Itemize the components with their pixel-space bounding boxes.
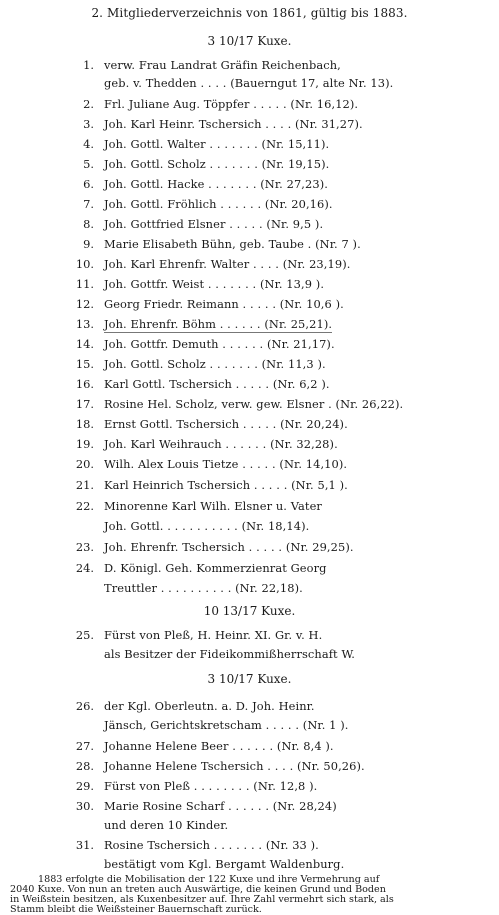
entry-number: 17. [75,397,94,411]
entry-line: Joh. Ehrenfr. Tschersich . . . . . (Nr. 29,25). [104,540,354,554]
list-item-continuation [0,519,499,539]
entry-line: Minorenne Karl Wilh. Elsner u. Vater [104,499,322,513]
list-item [0,779,499,799]
entry-number: 30. [75,799,94,813]
entry-number: 6. [83,177,94,191]
entry-number: 10. [75,257,94,271]
entry-line: Marie Elisabeth Bühn, geb. Taube . (Nr. 7 ). [104,237,361,251]
list-item [0,217,499,237]
entry-line: der Kgl. Oberleutn. a. D. Joh. Heinr. [104,699,315,713]
list-item-continuation [0,581,499,601]
entry-number: 31. [75,838,94,852]
list-item [0,759,499,779]
entry-number: 25. [75,628,94,642]
entry-line: Joh. Gottl. Hacke . . . . . . . (Nr. 27,23). [104,177,328,191]
entry-number: 22. [75,499,94,513]
list-item [0,457,499,477]
list-item [0,297,499,317]
list-item [0,561,499,581]
entry-line: Joh. Gottfr. Demuth . . . . . . (Nr. 21,17). [104,337,335,351]
entry-line: Rosine Tschersich . . . . . . . (Nr. 33 ). [104,838,319,852]
entry-line: Joh. Ehrenfr. Böhm . . . . . . (Nr. 25,21). [104,317,333,331]
entry-line: Fürst von Pleß . . . . . . . . (Nr. 12,8 ). [104,779,318,793]
entry-line: Joh. Gottfr. Weist . . . . . . . (Nr. 13,9 ). [104,277,325,291]
entry-line: Joh. Karl Weihrauch . . . . . . (Nr. 32,28). [104,437,338,451]
list-item [0,628,499,648]
entry-line: Treuttler . . . . . . . . . . (Nr. 22,18). [104,581,303,595]
entry-number: 2. [83,97,94,111]
closing-paragraph [10,875,488,915]
entry-line: Joh. Gottfried Elsner . . . . . (Nr. 9,5 ). [104,217,324,231]
entry-line: Ernst Gottl. Tschersich . . . . . (Nr. 20,24). [104,417,348,431]
list-item [0,117,499,137]
list-item [0,257,499,277]
list-item [0,317,499,337]
group-heading: 3 10/17 Kuxe. [207,34,292,48]
entry-line: Jänsch, Gerichtskretscham . . . . . (Nr. 1 ). [104,718,349,732]
entry-line: Marie Rosine Scharf . . . . . . (Nr. 28,24) [104,799,337,813]
list-item [0,397,499,417]
entry-number: 7. [83,197,94,211]
entry-line: Joh. Karl Ehrenfr. Walter . . . . (Nr. 23,19). [104,257,351,271]
entry-line: als Besitzer der Fideikommißherrschaft W. [104,647,355,661]
list-item [0,277,499,297]
list-item [0,177,499,197]
entry-line: Johanne Helene Tschersich . . . . (Nr. 50,26). [104,759,365,773]
group-heading: 3 10/17 Kuxe. [207,672,292,686]
list-item [0,739,499,759]
list-item [0,97,499,117]
entry-number: 26. [75,699,94,713]
entry-number: 18. [75,417,94,431]
entry-number: 8. [83,217,94,231]
paragraph-line: Stamm bleibt die Weißsteiner Bauernschaft zurück. [10,904,262,915]
entry-line: Joh. Gottl. Fröhlich . . . . . . (Nr. 20,16). [104,197,333,211]
entry-number: 23. [75,540,94,554]
list-item [0,838,499,858]
list-item [0,58,499,78]
entry-number: 5. [83,157,94,171]
list-item [0,417,499,437]
entry-number: 19. [75,437,94,451]
entry-number: 1. [83,58,94,72]
entry-line: D. Königl. Geh. Kommerzienrat Georg [104,561,327,575]
paragraph-line: 2040 Kuxe. Von nun an treten auch Auswärtige, die keinen Grund und Boden [10,884,386,895]
entry-line: Fürst von Pleß, H. Heinr. XI. Gr. v. H. [104,628,323,642]
entry-number: 21. [75,478,94,492]
list-item [0,377,499,397]
entry-line: Frl. Juliane Aug. Töppfer . . . . . (Nr. 16,12). [104,97,359,111]
entry-line: bestätigt vom Kgl. Bergamt Waldenburg. [104,857,345,871]
entry-line: geb. v. Thedden . . . . (Bauerngut 17, alte Nr. 13). [104,76,394,90]
list-item [0,197,499,217]
entry-line: Joh. Gottl. . . . . . . . . . . (Nr. 18,14). [104,519,310,533]
entry-line: Karl Heinrich Tschersich . . . . . (Nr. 5,1 ). [104,478,348,492]
page-title: 2. Mitgliederverzeichnis von 1861, gültig bis 1883. [91,6,408,20]
paragraph-line: 1883 erfolgte die Mobilisation der 122 Kuxe und ihre Vermehrung auf [38,874,380,885]
list-item [0,499,499,519]
list-item [0,799,499,819]
entry-number: 24. [75,561,94,575]
list-item [0,540,499,560]
entry-line: Joh. Gottl. Scholz . . . . . . . (Nr. 11,3 ). [104,357,326,371]
entry-number: 16. [75,377,94,391]
entry-line: Johanne Helene Beer . . . . . . (Nr. 8,4 ). [104,739,334,753]
list-item-continuation [0,647,499,667]
list-item [0,337,499,357]
entry-number: 20. [75,457,94,471]
entry-line: Joh. Gottl. Walter . . . . . . . (Nr. 15,11). [104,137,330,151]
entry-line: Joh. Gottl. Scholz . . . . . . . (Nr. 19,15). [104,157,330,171]
list-item [0,237,499,257]
entry-line: Karl Gottl. Tschersich . . . . . (Nr. 6,2 ). [104,377,330,391]
entry-number: 13. [75,317,94,331]
list-item [0,137,499,157]
entry-line: verw. Frau Landrat Gräfin Reichenbach, [104,58,341,72]
list-item [0,437,499,457]
entry-line: und deren 10 Kinder. [104,818,229,832]
paragraph-line: in Weißstein besitzen, als Kuxenbesitzer auf. Ihre Zahl vermehrt sich stark, als [10,894,394,905]
entry-number: 27. [75,739,94,753]
list-item [0,357,499,377]
entry-number: 15. [75,357,94,371]
entry-number: 28. [75,759,94,773]
entry-line: Wilh. Alex Louis Tietze . . . . . (Nr. 14,10). [104,457,348,471]
entry-number: 29. [75,779,94,793]
entry-number: 4. [83,137,94,151]
entry-number: 14. [75,337,94,351]
list-item-continuation [0,718,499,738]
entry-number: 11. [75,277,94,291]
list-item [0,157,499,177]
list-item [0,699,499,719]
entry-line: Joh. Karl Heinr. Tschersich . . . . (Nr. 31,27). [104,117,363,131]
entry-line: Rosine Hel. Scholz, verw. gew. Elsner . (Nr. 26,22). [104,397,404,411]
group-heading: 10 13/17 Kuxe. [203,604,296,618]
entry-number: 12. [75,297,94,311]
entry-line: Georg Friedr. Reimann . . . . . (Nr. 10,6 ). [104,297,344,311]
list-item [0,478,499,498]
list-item-continuation [0,818,499,838]
entry-number: 3. [83,117,94,131]
list-item-continuation [0,76,499,96]
entry-number: 9. [83,237,94,251]
